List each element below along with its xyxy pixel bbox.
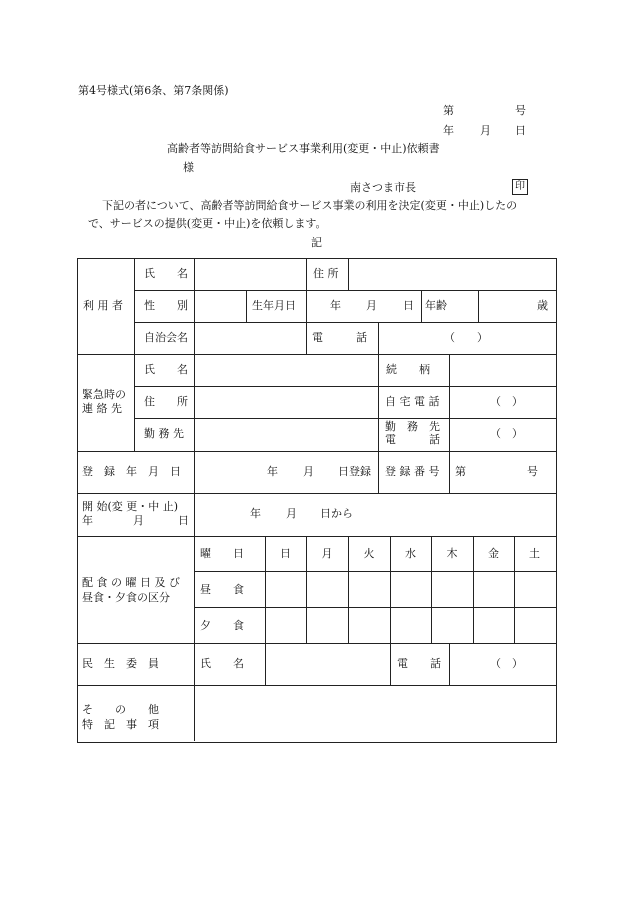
row-divider [134,322,556,323]
emergency-work-phone-line1: 勤 務 先 [385,420,440,433]
date-day: 日 [515,124,526,137]
issuer-name: 南さつま市長 [350,181,416,194]
start-month: 月 [286,507,297,520]
registration-number-label: 登 録 番 号 [385,465,440,478]
date-month: 月 [480,124,491,137]
emergency-work-phone-paren: （ ） [490,427,523,440]
weekday-sun: 日 [280,547,291,560]
col-divider [478,290,479,322]
col-divider [306,322,307,354]
col-divider [378,354,379,451]
row-divider [77,536,556,537]
row-divider [194,571,556,572]
row-divider [77,493,556,494]
row-divider [77,354,556,355]
start-year: 年 [250,507,261,520]
emergency-label-line1: 緊急時の [82,388,126,401]
user-address-label: 住 所 [313,267,339,280]
form-number: 第4号様式(第6条、第7条関係) [78,84,229,97]
emergency-work-label: 勤 務 先 [144,427,184,440]
start-label-line1: 開 始(変 更・中 止) [82,500,179,513]
row-divider [134,418,556,419]
body-text-line1: 下記の者について、高齢者等訪問給食サービス事業の利用を決定(変更・中止)したの [102,199,518,212]
meals-lunch-label: 昼 食 [200,583,244,596]
emergency-address-label: 住 所 [144,395,188,408]
registration-day: 日登録 [338,465,371,478]
ki-label: 記 [311,236,322,249]
row-divider [194,607,556,608]
welfare-phone-paren: （ ） [490,657,523,670]
user-name-label: 氏 名 [144,267,188,280]
emergency-relation-label: 続 柄 [386,363,430,376]
col-divider [421,290,422,322]
col-divider [449,451,450,493]
emergency-label-line2: 連 絡 先 [82,402,122,415]
row-divider [134,386,556,387]
meals-label-line2: 昼食・夕食の区分 [82,591,170,604]
start-label-year: 年 [82,514,93,527]
seal-mark: 印 [512,179,528,195]
user-phone-label: 電 話 [312,331,367,344]
user-section-label: 利 用 者 [83,299,123,312]
emergency-name-label: 氏 名 [144,363,188,376]
row-divider [77,643,556,644]
document-title: 高齢者等訪問給食サービス事業利用(変更・中止)依頼書 [167,142,440,155]
col-divider [134,258,135,451]
registration-number-go: 号 [527,465,538,478]
row-divider [77,451,556,452]
welfare-phone-label: 電 話 [397,657,441,670]
weekday-wed: 水 [405,547,416,560]
col-divider [306,258,307,290]
user-phone-paren: （ ） [444,331,488,344]
user-birth-label: 生年月日 [252,299,296,312]
weekday-mon: 月 [321,547,333,560]
emergency-home-phone-paren: （ ） [490,395,523,408]
weekday-thu: 木 [446,547,458,560]
start-day-from: 日から [320,507,353,520]
col-divider [390,643,391,685]
weekday-tue: 火 [363,547,375,560]
col-divider [306,290,307,322]
other-label-line2: 特 記 事 項 [82,718,159,731]
body-text-line2: で、サービスの提供(変更・中止)を依頼します。 [88,217,327,230]
user-birth-year: 年 [330,299,341,312]
date-year: 年 [443,124,454,137]
welfare-name-label: 氏 名 [200,657,244,670]
start-label-month: 月 [133,514,144,527]
col-divider [449,643,450,685]
user-age-label: 年齢 [425,299,447,312]
user-birth-month: 月 [366,299,377,312]
user-gender-label: 性 別 [144,299,188,312]
registration-number-dai: 第 [455,465,466,478]
col-divider [378,322,379,354]
meals-weekday-label: 曜 日 [200,547,244,560]
col-divider [194,258,195,741]
addressee-suffix: 様 [183,161,194,174]
weekday-sat: 土 [529,547,540,560]
col-divider [246,290,247,322]
col-divider [265,643,266,685]
registration-label: 登 録 年 月 日 [82,465,181,478]
registration-month: 月 [303,465,314,478]
other-label-line1: そ の 他 [82,703,159,716]
user-birth-day: 日 [403,299,414,312]
row-divider [134,290,556,291]
col-divider [378,451,379,493]
doc-number-dai: 第 [443,104,454,117]
user-assoc-label: 自治会名 [144,331,188,344]
doc-number-go: 号 [515,104,526,117]
emergency-home-phone-label: 自 宅 電 話 [385,395,440,408]
emergency-work-phone-line2: 電 話 [385,433,440,446]
registration-year: 年 [267,465,278,478]
weekday-fri: 金 [488,547,499,560]
meals-label-line1: 配 食 の 曜 日 及 び [82,576,180,589]
start-label-day: 日 [178,514,189,527]
meals-dinner-label: 夕 食 [200,619,244,632]
user-age-unit: 歳 [537,299,548,312]
welfare-label: 民 生 委 員 [82,657,159,670]
col-divider [449,354,450,451]
col-divider [348,258,349,290]
row-divider [77,685,556,686]
